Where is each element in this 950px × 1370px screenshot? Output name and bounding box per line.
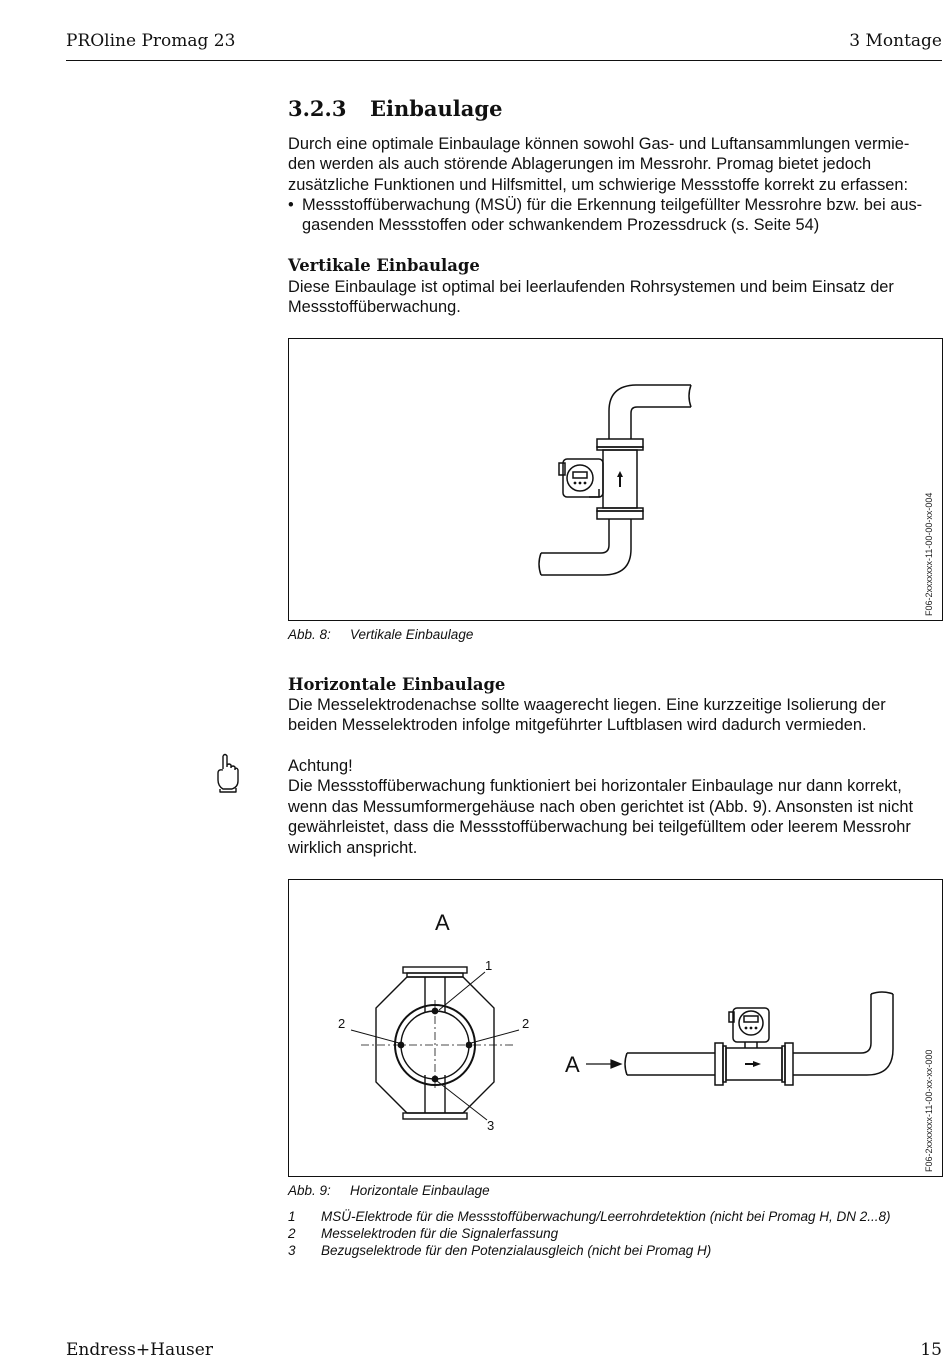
lower-pipe-outer (541, 519, 631, 575)
transmitter-cable-gland (559, 463, 565, 475)
label-1: 1 (485, 958, 493, 973)
lower-pipe-break (539, 553, 541, 575)
lower-flange (597, 511, 643, 519)
header-chapter: 3 Montage (849, 31, 942, 51)
horizontal-heading: Horizontale Einbaulage (288, 675, 506, 694)
legend-text: MSÜ-Elektrode für die Messstoffüberwachung/Leerrohrdetektion (nicht bei Promag H, DN 2...8) (321, 1209, 891, 1224)
figure8-caption-text: Vertikale Einbaulage (350, 627, 474, 642)
text-line: den werden als auch störende Ablagerungen im Messrohr. Promag bietet jedoch (288, 155, 872, 174)
section-number: 3.2.3 (288, 96, 347, 121)
horizontal-paragraph (288, 695, 943, 736)
warning-block (288, 756, 943, 858)
label-3: 3 (487, 1118, 495, 1133)
view-label-a: A (435, 910, 450, 935)
flow-arrow-right (745, 1061, 761, 1067)
figure9-caption (288, 1183, 490, 1198)
transmitter-display (573, 472, 587, 478)
footer-brand: Endress+Hauser (66, 1340, 213, 1360)
label-2-right: 2 (522, 1016, 530, 1031)
legend-number: 2 (288, 1226, 296, 1241)
text-line: Messstoffüberwachung (MSÜ) für die Erkennung teilgefüllter Messrohre bzw. bei aus- (302, 196, 923, 214)
figure8-caption (288, 627, 473, 642)
upper-pipe-inner (631, 407, 691, 439)
figure8-number: Abb. 8: (288, 627, 331, 642)
bullet-item (288, 195, 943, 236)
text-line: Die Messelektrodenachse sollte waagerecht liegen. Eine kurzzeitige Isolierung der (288, 696, 886, 714)
figure9-caption-text: Horizontale Einbaulage (350, 1183, 490, 1198)
legend-number: 1 (288, 1209, 296, 1224)
upper-flange (597, 439, 643, 447)
figure9-number: Abb. 9: (288, 1183, 331, 1198)
text-line: Messstoffüberwachung. (288, 298, 461, 317)
text-line: gewährleistet, dass die Messstoffüberwachung bei teilgefülltem oder leerem Messrohr (288, 818, 911, 837)
vertical-pipe-drawing (289, 339, 942, 620)
side-view-pipe (625, 992, 893, 1085)
text-line: wenn das Messumformergehäuse nach oben gerichtet ist (Abb. 9). Ansonsten ist nicht (288, 797, 914, 816)
intro-paragraph (288, 134, 943, 195)
vertical-heading: Vertikale Einbaulage (288, 256, 480, 275)
leader-2-right (471, 1030, 519, 1043)
horizontal-pipe-drawing (289, 880, 942, 1176)
legend-text: Bezugselektrode für den Potenzialausgleich (nicht bei Promag H) (321, 1243, 712, 1258)
vertical-paragraph (288, 277, 943, 318)
legend-item (288, 1243, 711, 1258)
hand-pointing-icon (214, 753, 240, 798)
figure8-id: F06-2xxxxxxx-11-00-00-xx-004 (924, 492, 934, 616)
transmitter-neck (589, 489, 599, 497)
header-rule (66, 60, 942, 61)
text-line: gasenden Messstoffen oder schwankendem Prozessdruck (s. Seite 54) (302, 216, 820, 235)
leader-2-left (351, 1030, 399, 1043)
text-line: Die Messstoffüberwachung funktioniert bei horizontaler Einbaulage nur dann korrekt, (288, 777, 902, 796)
lower-pipe-inner (541, 519, 609, 553)
footer-page-number: 15 (920, 1340, 942, 1360)
text-line: Diese Einbaulage ist optimal bei leerlaufenden Rohrsystemen und beim Einsatz der (288, 278, 894, 296)
header-title: PROline Promag 23 (66, 31, 236, 51)
view-arrow (586, 1060, 621, 1068)
legend-item (288, 1226, 558, 1241)
text-line: Durch eine optimale Einbaulage können sowohl Gas- und Luftansammlungen vermie- (288, 135, 910, 153)
arrow-label-a: A (565, 1052, 580, 1077)
electrode-1 (432, 1008, 439, 1015)
text-line: beiden Messelektroden infolge mitgeführter Luftblasen wird dadurch vermieden. (288, 716, 867, 735)
legend-number: 3 (288, 1243, 296, 1258)
legend-text: Messelektroden für die Signalerfassung (321, 1226, 559, 1241)
upper-pipe-outer (609, 385, 691, 439)
figure9-id: F06-2xxxxxxx-11-00-xx-xx-000 (924, 1049, 934, 1172)
figure-horizontal-mounting (288, 879, 943, 1177)
flow-arrow-up (617, 471, 623, 487)
text-line: zusätzliche Funktionen und Hilfsmittel, um schwierige Messstoffe korrekt zu erfassen: (288, 175, 909, 194)
text-line: wirklich anspricht. (288, 838, 418, 857)
section-heading: Einbaulage (370, 96, 503, 121)
legend-item (288, 1209, 891, 1224)
upper-pipe-break (689, 385, 691, 407)
section-title (288, 96, 943, 121)
label-2-left: 2 (338, 1016, 346, 1031)
leader-1 (439, 972, 485, 1010)
warning-title: Achtung! (288, 757, 353, 775)
bullet-symbol: • (288, 196, 294, 214)
figure-vertical-mounting (288, 338, 943, 621)
